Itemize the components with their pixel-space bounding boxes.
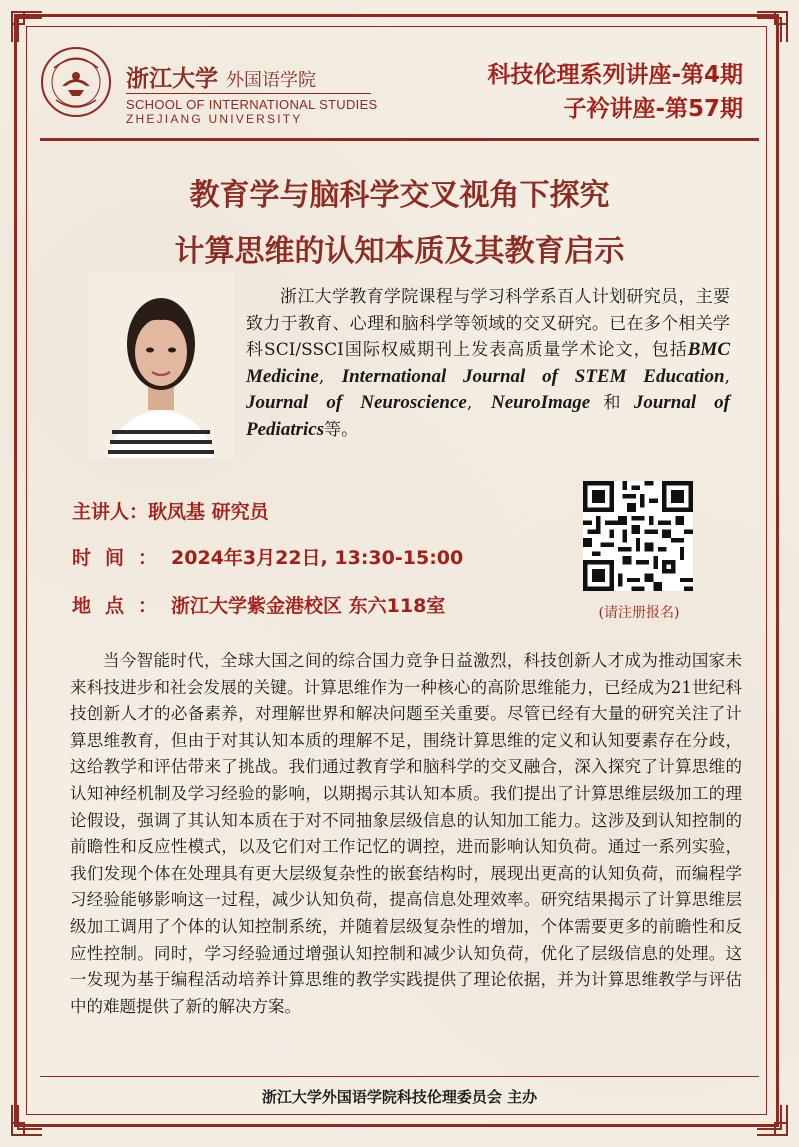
time-row — [72, 543, 463, 570]
lecture-abstract: 当今智能时代，全球大国之间的综合国力竞争日益激烈，科技创新人才成为推动国家未来科技进步和社会发展的关键。计算思维作为一种核心的高阶思维能力，已经成为21世纪科技创新人才的必备素养，对理解世界和解决问题至关重要。尽管已经有大量的研究关注了计算思维教育，但由于对其认知本质的理解不足，围绕计算思维的定义和认知要素存在分歧，这给教学和评估带来了挑战。我们通过教育学和脑科学的交叉融合，深入探究了计算思维的认知神经机制及学习经验的影响，以期揭示其认知本质。我们提出了计算思维层级加工的理论假设，强调了其认知本质在于对不同抽象层级信息的认知加工能力。这涉及到认知控制的前瞻性和反应性模式，以及它们对工作记忆的调控，进而影响认知负荷。通过一系列实验，我们发现个体在处理具有更大层级复杂性的嵌套结构时，展现出更高的认知负荷，而编程学习经验能够影响这一过程，减少认知负荷，提高信息处理效率。研究结果揭示了计算思维层级加工调用了个体的认知控制系统，并随着层级复杂性的增加，个体需要更多的前瞻性和反应性控制。同时，学习经验通过增强认知控制和减少认知负荷，优化了层级信息的处理。这一发现为基于编程活动培养计算思维的教学实践提供了理论依据，并为计算思维教学与评估中的难题提供了新的解决方案。 — [70, 651, 742, 1016]
organizer-footer: 浙江大学外国语学院科技伦理委员会 主办 — [261, 1088, 538, 1106]
bio-separator: , — [318, 366, 342, 387]
journal-2: International Journal of STEM Education — [341, 365, 725, 387]
department-name: 外国语学院 — [226, 70, 316, 91]
corner-ornament-icon — [755, 10, 789, 44]
school-name-cn — [126, 60, 316, 90]
journal-3: Journal of Neuroscience — [246, 392, 467, 413]
series-line-2: 子衿讲座-第57期 — [563, 96, 743, 122]
lecture-title-line-2: 计算思维的认知本质及其教育启示 — [174, 234, 625, 269]
registration-qr-code[interactable] — [583, 481, 693, 591]
speaker-photo — [88, 272, 234, 458]
journal-5: Journal of Pediatrics — [246, 392, 731, 440]
time-label: 时间： — [72, 547, 172, 569]
time-value: 2024年3月22日, 13:30-15:00 — [171, 547, 464, 569]
bio-end: 等。 — [324, 419, 359, 440]
lecture-series — [487, 58, 743, 126]
journal-4: NeuroImage — [490, 392, 591, 413]
corner-ornament-icon — [755, 1103, 789, 1137]
university-name-en: ZHEJIANG UNIVERSITY — [126, 112, 303, 126]
journal-1: BMC Medicine — [246, 339, 730, 387]
speaker-name: 耿凤基 研究员 — [148, 501, 269, 523]
bio-separator: , — [466, 393, 491, 413]
lecture-title-line-1: 教育学与脑科学交叉视角下探究 — [189, 178, 610, 213]
place-label: 地点： — [72, 595, 172, 617]
speaker-bio — [246, 284, 730, 443]
bio-text: 浙江大学教育学院课程与学习科学系百人计划研究员，主要致力于教育、心理和脑科学等领域的交叉研究。已在多个相关学科SCI/SSCI国际权威期刊上发表高质量学术论文，包括 — [246, 287, 730, 360]
brand-divider — [126, 93, 371, 94]
school-name-en: SCHOOL OF INTERNATIONAL STUDIES — [126, 97, 378, 112]
series-line-1: 科技伦理系列讲座-第4期 — [487, 62, 743, 88]
qr-registration-note: (请注册报名) — [598, 605, 680, 621]
university-name: 浙江大学 — [126, 65, 218, 92]
bio-separator: , — [724, 366, 730, 387]
corner-ornament-icon — [10, 1103, 44, 1137]
speaker-label: 主讲人： — [72, 501, 149, 523]
bio-and: 和 — [590, 393, 634, 413]
corner-ornament-icon — [10, 10, 44, 44]
zju-seal-logo-icon — [40, 46, 112, 118]
header-divider — [40, 138, 759, 141]
speaker-row — [72, 497, 269, 524]
place-value: 浙江大学紫金港校区 东六118室 — [171, 595, 446, 617]
place-row — [72, 591, 445, 618]
footer-divider — [40, 1076, 759, 1077]
